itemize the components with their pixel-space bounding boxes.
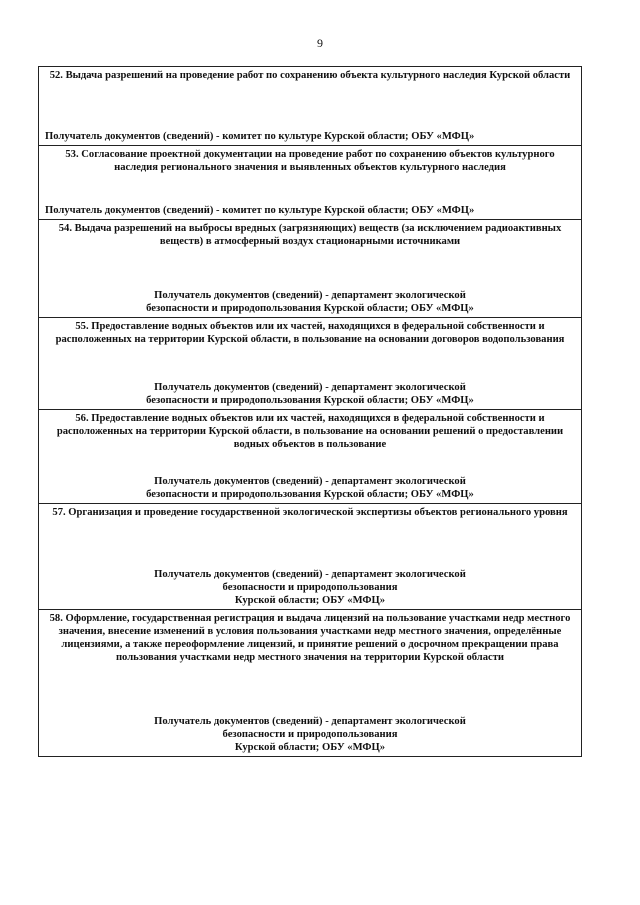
recipient-line: Курской области; ОБУ «МФЦ» [234, 742, 386, 753]
recipient-line: Получатель документов (сведений) - департамент экологической [154, 290, 466, 301]
service-title: 55. Предоставление водных объектов или их частей, находящихся в федеральной собственности и расположенных на территории Курской области, в пользование на основании договоров водопользования [55, 321, 565, 345]
service-title: 53. Согласование проектной документации на проведение работ по сохранению объектов культурного наследия регионального значения и выявленных объектов культурного наследия [65, 149, 555, 173]
recipient-info [43, 381, 577, 407]
recipient-info [43, 204, 577, 217]
table-row [39, 409, 581, 503]
recipient-line: Курской области; ОБУ «МФЦ» [234, 595, 386, 606]
recipient-line: Получатель документов (сведений) - комитет по культуре Курской области; ОБУ «МФЦ» [45, 205, 475, 216]
service-title: 56. Предоставление водных объектов или их частей, находящихся в федеральной собственности и расположенных на территории Курской области, в пользование на основании решений о предоставлении водных объектов в пользование [56, 413, 564, 450]
table-row [39, 609, 581, 756]
recipient-line: Получатель документов (сведений) - департамент экологической [154, 476, 466, 487]
service-title: 52. Выдача разрешений на проведение работ по сохранению объекта культурного наследия Курской области [49, 70, 571, 81]
service-title: 57. Организация и проведение государственной экологической экспертизы объектов регионального уровня [52, 507, 568, 518]
recipient-line: безопасности и природопользования Курской области; ОБУ «МФЦ» [146, 303, 474, 314]
service-title: 58. Оформление, государственная регистрация и выдача лицензий на пользование участками недр местного значения, внесение изменений в условия пользования участками недр местного значения, определённые лицензиями, а также переоформление лицензий, и принятие решений о досрочном прекращении права пользования участками недр местного значения на территории Курской области [49, 613, 571, 663]
table-row [39, 317, 581, 409]
recipient-info [43, 715, 577, 754]
recipient-line: безопасности и природопользования Курской области; ОБУ «МФЦ» [146, 489, 474, 500]
recipient-line: Получатель документов (сведений) - департамент экологической [154, 716, 466, 727]
recipient-line: Получатель документов (сведений) - департамент экологической [154, 382, 466, 393]
table-row [39, 145, 581, 219]
services-table [38, 66, 582, 757]
recipient-line: Получатель документов (сведений) - департамент экологической [154, 569, 466, 580]
table-row [39, 219, 581, 317]
table-row [39, 503, 581, 609]
recipient-info [43, 130, 577, 143]
recipient-line: безопасности и природопользования [222, 582, 398, 593]
recipient-line: Получатель документов (сведений) - комитет по культуре Курской области; ОБУ «МФЦ» [45, 131, 475, 142]
recipient-info [43, 289, 577, 315]
table-row [39, 67, 581, 145]
recipient-info [43, 568, 577, 607]
recipient-line: безопасности и природопользования [222, 729, 398, 740]
recipient-info [43, 475, 577, 501]
page-number: 9 [317, 36, 323, 50]
recipient-line: безопасности и природопользования Курской области; ОБУ «МФЦ» [146, 395, 474, 406]
service-title: 54. Выдача разрешений на выбросы вредных (загрязняющих) веществ (за исключением радиоактивных веществ) в атмосферный воздух стационарными источниками [58, 223, 562, 247]
